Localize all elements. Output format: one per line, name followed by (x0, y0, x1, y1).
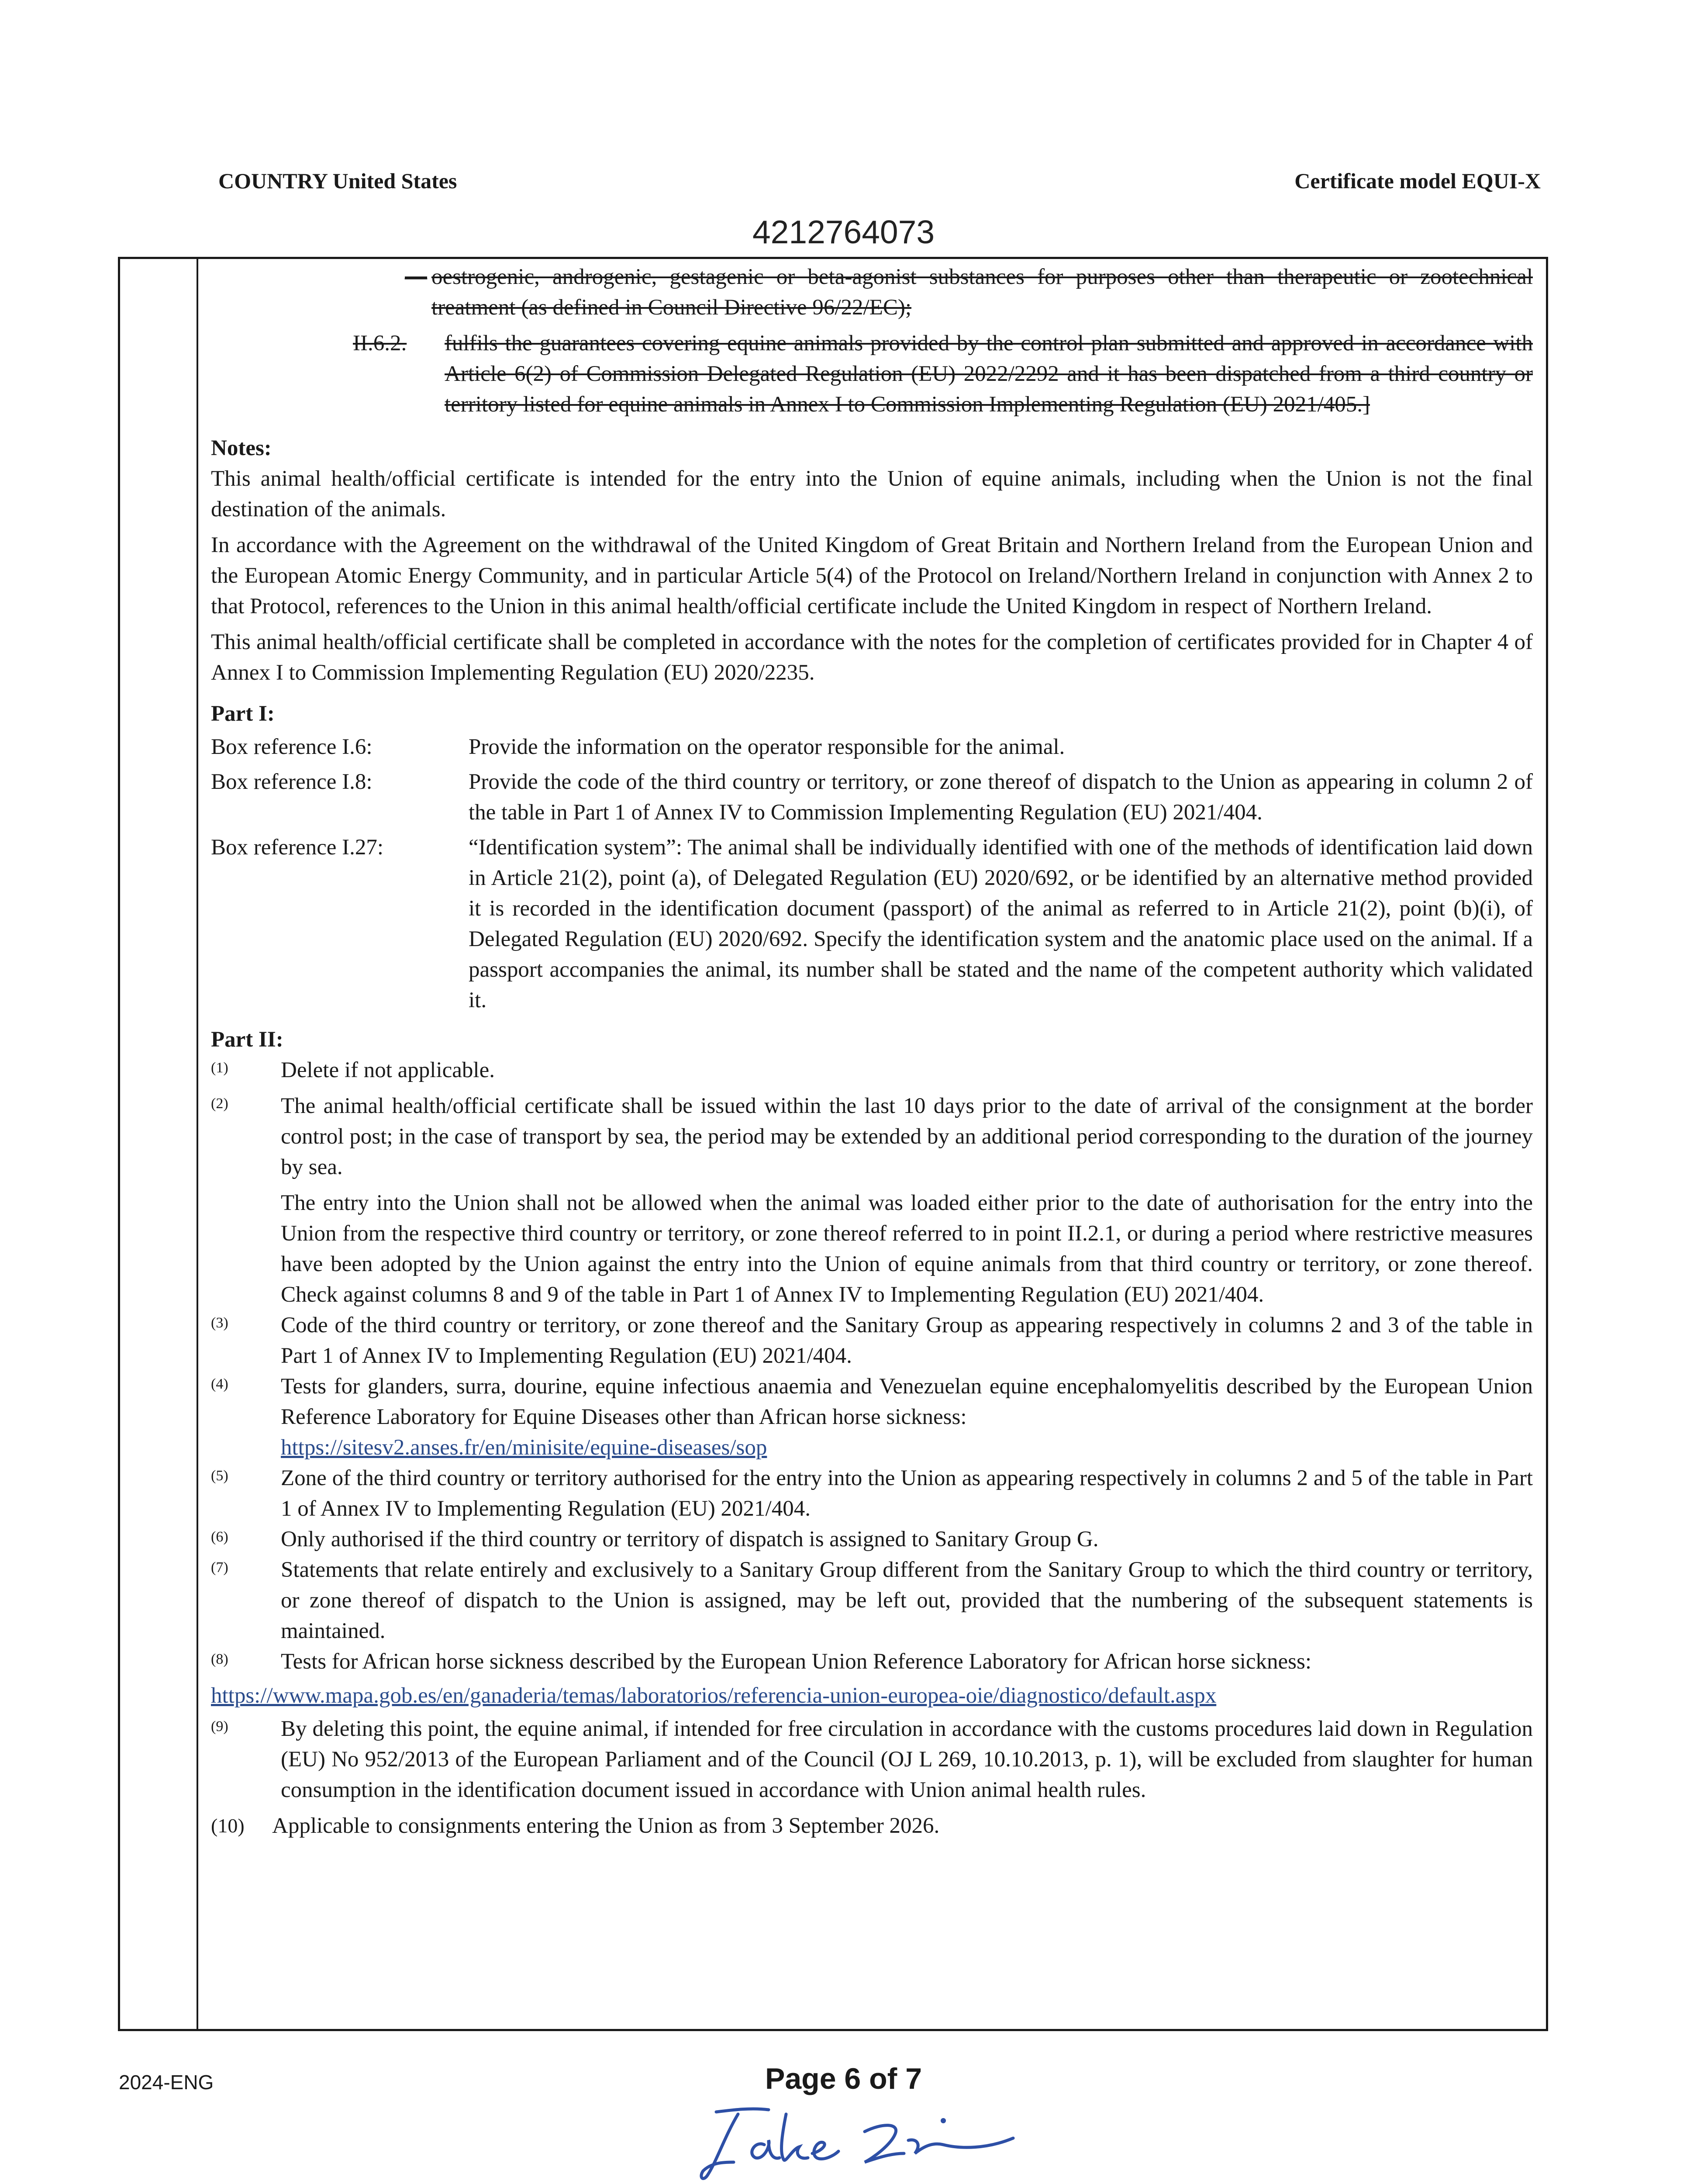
certificate-frame (118, 257, 1548, 2031)
mapa-link[interactable]: https://www.mapa.gob.es/en/ganaderia/temas/laboratorios/referencia-union-europea-oie/diagnostico/default.aspx (211, 1683, 1217, 1708)
certificate-model: Certificate model EQUI-X (1294, 169, 1541, 193)
notes-paragraph: This animal health/official certificate shall be completed in accordance with the notes for the completion of certificates provided for in Chapter 4 of Annex I to Commission Implementing Regulation (EU) 2020/2235. (211, 630, 1533, 685)
footnote-text: Tests for African horse sickness described by the European Union Reference Laboratory for African horse sickness: (281, 1649, 1312, 1674)
certificate-number: 4212764073 (752, 214, 935, 250)
anses-link[interactable]: https://sitesv2.anses.fr/en/minisite/equine-diseases/sop (281, 1435, 767, 1460)
box-reference-label: Box reference I.27: (211, 835, 384, 860)
footnote-text: By deleting this point, the equine animal, if intended for free circulation in accordance with the customs procedures laid down in Regulation (EU) No 952/2013 of the European Parliament and of the Council (OJ L 269, 10.10.2013, p. 1), will be excluded from slaughter for human consumption in the identification document issued in accordance with Union animal health rules. (281, 1717, 1533, 1802)
footnote-number: (4) (211, 1376, 228, 1392)
part1-heading: Part I: (211, 702, 275, 726)
box-reference-text: “Identification system”: The animal shall be individually identified with one of the methods of identification laid down in Article 21(2), point (a), of Delegated Regulation (EU) 2020/692, or be identified by an alternative method provided it is recorded in the identification document (passport) of the animal as referred to in Article 21(2), point (b)(i), of Delegated Regulation (EU) 2020/692. Specify the identification system and the anatomic place used on the animal. If a passport accompanies the animal, its number shall be stated and the name of the competent authority which validated it. (469, 835, 1533, 1013)
footnote-item (211, 1463, 1533, 1524)
footnote-item (211, 1371, 1533, 1463)
notes-paragraph: This animal health/official certificate is intended for the entry into the Union of equine animals, including when the Union is not the final destination of the animals. (211, 467, 1533, 522)
struck-number-2: II.6.2. (353, 331, 407, 356)
notes-heading: Notes: (211, 436, 272, 460)
footnote-number: (1) (211, 1060, 228, 1076)
footnote-number: (9) (211, 1718, 228, 1735)
signature-icon (699, 2097, 1031, 2184)
box-reference-label: Box reference I.8: (211, 770, 373, 794)
part2-heading: Part II: (211, 1027, 283, 1052)
footnote-text: Zone of the third country or territory authorised for the entry into the Union as appearing respectively in columns 2 and 5 of the table in Part 1 of Annex IV to Implementing Regulation (EU) 2021/404. (281, 1466, 1533, 1521)
box-reference-row (211, 767, 1533, 828)
signature (699, 2097, 1031, 2184)
footnote-item (211, 1811, 1533, 1841)
page-number: Page 6 of 7 (765, 2062, 922, 2095)
struck-item-2 (211, 328, 1533, 420)
footnote-text: Statements that relate entirely and exclusively to a Sanitary Group different from the Sanitary Group to which the third country or territory, or zone thereof of dispatch to the Union is assigned, may be left out, provided that the numbering of the subsequent statements is maintained. (281, 1558, 1533, 1643)
edition-label: 2024-ENG (119, 2071, 214, 2094)
footnote-item (211, 1714, 1533, 1805)
notes-paragraph: In accordance with the Agreement on the withdrawal of the United Kingdom of Great Britain and Northern Ireland from the European Union and the European Atomic Energy Community, and in particular Article 5(4) of the Protocol on Ireland/Northern Ireland in conjunction with Annex 2 to that Protocol, references to the Union in this animal health/official certificate include the United Kingdom in respect of Northern Ireland. (211, 533, 1533, 619)
box-reference-text: Provide the code of the third country or territory, or zone thereof of dispatch to the Union as appearing in column 2 of the table in Part 1 of Annex IV to Commission Implementing Regulation (EU) 2021/404. (469, 770, 1533, 825)
footnote-number: (6) (211, 1529, 228, 1545)
footnote-text: The entry into the Union shall not be allowed when the animal was loaded either prior to the date of authorisation for the entry into the Union from the respective third country or territory, or zone thereof referred to in point II.2.1, or during a period where restrictive measures have been adopted by the Union against the entry into the Union of equine animals from that third country or territory, or zone thereof. Check against columns 8 and 9 of the table in Part 1 of Annex IV to Implementing Regulation (EU) 2021/404. (281, 1191, 1533, 1307)
struck-text-2: fulfils the guarantees covering equine animals provided by the control plan submitted and approved in accordance with Article 6(2) of Commission Delegated Regulation (EU) 2022/2292 and it has been dispatched from a third country or territory listed for equine animals in Annex I to Commission Implementing Regulation (EU) 2021/405.] (445, 331, 1533, 417)
footnote-number: (10) (211, 1814, 245, 1837)
struck-dash: — (405, 265, 427, 289)
footnote-item (211, 1091, 1533, 1310)
footnote-number: (5) (211, 1468, 228, 1484)
footnote-number: (2) (211, 1095, 228, 1112)
footnote-item (211, 1646, 1533, 1677)
footnote-text: The animal health/official certificate shall be issued within the last 10 days prior to the date of arrival of the consignment at the border control post; in the case of transport by sea, the period may be extended by an additional period corresponding to the duration of the journey by sea. (281, 1094, 1533, 1179)
left-column-rule (197, 259, 198, 2029)
box-reference-row (211, 832, 1533, 1016)
footnote-item (211, 1055, 1533, 1085)
footnote-number: (8) (211, 1651, 228, 1667)
footnote-text: Delete if not applicable. (281, 1058, 495, 1082)
footnote-text: Tests for glanders, surra, dourine, equine infectious anaemia and Venezuelan equine encephalomyelitis described by the European Union Reference Laboratory for Equine Diseases other than African horse sickness: (281, 1374, 1533, 1429)
footnote-number: (3) (211, 1315, 228, 1331)
footnote-text: Applicable to consignments entering the Union as from 3 September 2026. (272, 1814, 940, 1838)
footnote-text: Code of the third country or territory, or zone thereof and the Sanitary Group as appearing respectively in columns 2 and 3 of the table in Part 1 of Annex IV to Implementing Regulation (EU) 2021/404. (281, 1313, 1533, 1368)
footnote-item (211, 1555, 1533, 1646)
box-reference-text: Provide the information on the operator responsible for the animal. (469, 735, 1065, 759)
footnote-item (211, 1310, 1533, 1371)
box-reference-row (211, 732, 1533, 762)
footnote-number: (7) (211, 1559, 228, 1576)
struck-text-1: oestrogenic, androgenic, gestagenic or beta-agonist substances for purposes other than therapeutic or zootechnical treatment (as defined in Council Directive 96/22/EC); (431, 265, 1533, 320)
footnote-item (211, 1524, 1533, 1555)
struck-item-1 (211, 262, 1533, 323)
certificate-content (211, 262, 1533, 1841)
box-reference-label: Box reference I.6: (211, 735, 373, 759)
country-label: COUNTRY United States (218, 169, 457, 193)
footnote-text: Only authorised if the third country or territory of dispatch is assigned to Sanitary Group G. (281, 1527, 1099, 1552)
